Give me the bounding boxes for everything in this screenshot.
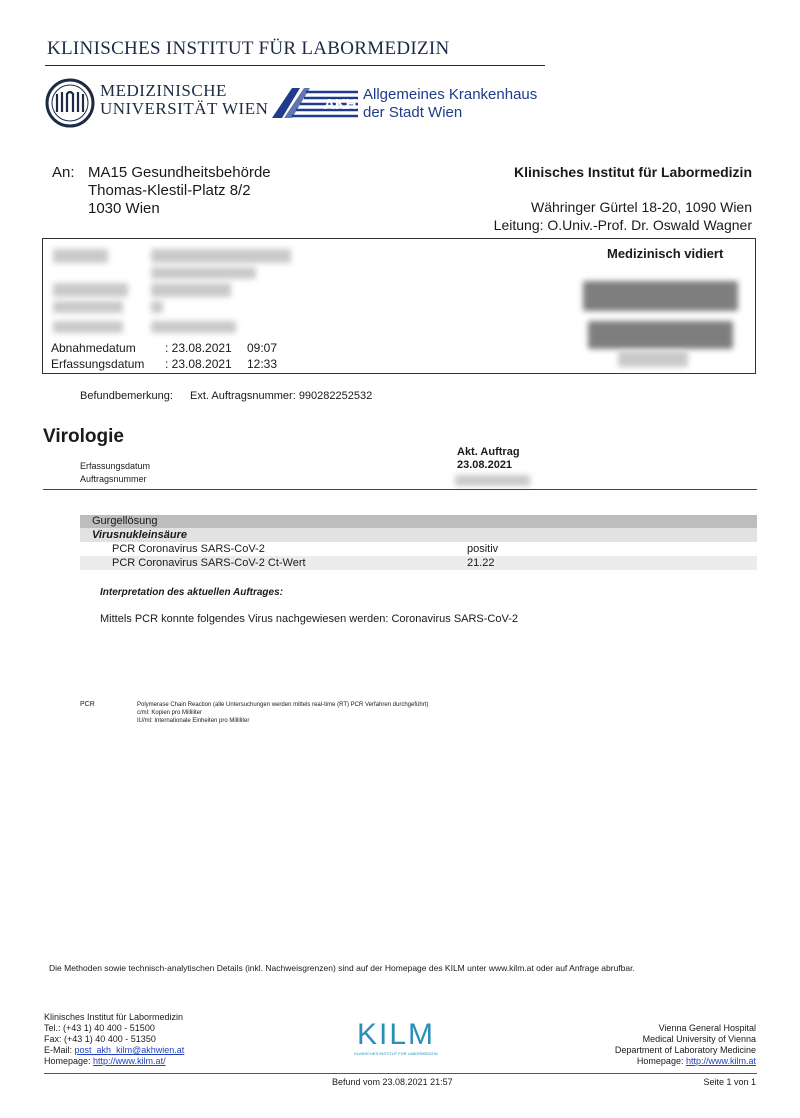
test-name: PCR Coronavirus SARS-CoV-2 Ct-Wert xyxy=(112,557,306,569)
test-value: positiv xyxy=(467,543,499,555)
erfassung-time: 12:33 xyxy=(247,357,278,371)
footer-contact xyxy=(44,1012,184,1067)
institute-leitung: Leitung: O.Univ.-Prof. Dr. Oswald Wagner xyxy=(493,217,752,233)
redacted-stamp xyxy=(618,351,688,367)
table-row xyxy=(80,556,757,570)
footer-right-homepage-row xyxy=(615,1056,756,1067)
footer-right-line: Medical University of Vienna xyxy=(642,1034,756,1044)
kilm-wordmark: KILM xyxy=(356,1018,436,1051)
redacted-field xyxy=(151,301,163,313)
interpretation-text: Mittels PCR konnte folgendes Virus nachgewiesen werden: Coronavirus SARS-CoV-2 xyxy=(100,613,519,625)
recipient-line: MA15 Gesundheitsbehörde xyxy=(88,164,271,181)
footer-right-homepage-link[interactable]: http://www.kilm.at xyxy=(685,1056,756,1066)
footer-right-homepage-label: Homepage: xyxy=(636,1056,684,1066)
akh-line2: der Stadt Wien xyxy=(363,104,463,121)
footer-homepage-label: Homepage: xyxy=(44,1056,91,1066)
redacted-field xyxy=(53,321,123,333)
footnote-line: c/ml: Kopien pro Milliliter xyxy=(137,710,203,716)
recipient-address xyxy=(88,164,271,218)
redacted-field xyxy=(151,283,231,297)
redacted-field xyxy=(151,321,236,333)
abnahme-time: 09:07 xyxy=(247,341,278,355)
befund-value: Ext. Auftragsnummer: 990282252532 xyxy=(190,390,373,402)
category-label: Virusnukleinsäure xyxy=(92,529,187,541)
akh-wordmark xyxy=(363,86,537,122)
meduni-line2: UNIVERSITÄT WIEN xyxy=(100,99,269,118)
footer-institute-name: Klinisches Institut für Labormedizin xyxy=(44,1012,184,1022)
recipient-line: 1030 Wien xyxy=(88,200,160,217)
akh-logo-letters: AKH xyxy=(324,96,357,113)
auftragsnummer-label: Auftragsnummer xyxy=(80,474,147,484)
footer-email-link[interactable]: post_akh_kilm@akhwien.at xyxy=(74,1045,185,1055)
redacted-stamp xyxy=(588,321,733,349)
redacted-field xyxy=(151,267,256,279)
akt-auftrag-header xyxy=(457,446,520,472)
test-name: PCR Coronavirus SARS-CoV-2 xyxy=(112,543,265,555)
erfassung-date: : 23.08.2021 xyxy=(165,357,232,371)
sample-label: Gurgellösung xyxy=(92,515,158,527)
footer-hospital xyxy=(615,1023,756,1067)
title-divider xyxy=(45,65,545,66)
institute-street: Währinger Gürtel 18-20, 1090 Wien xyxy=(531,199,752,215)
section-title-virologie: Virologie xyxy=(43,426,124,447)
akh-logo xyxy=(270,86,360,120)
abnahme-label: Abnahmedatum xyxy=(51,341,136,355)
meduni-wordmark xyxy=(100,82,268,118)
abnahme-date: : 23.08.2021 xyxy=(165,341,232,355)
recipient-label: An: xyxy=(52,164,75,181)
akt-auftrag-date: 23.08.2021 xyxy=(457,459,513,471)
akh-line1: Allgemeines Krankenhaus xyxy=(363,86,538,103)
method-note: Die Methoden sowie technisch-analytischen Details (inkl. Nachweisgrenzen) sind auf der Homepage des KILM unter www.kilm.at oder auf Anfrage abrufbar. xyxy=(49,963,635,973)
akt-auftrag-label: Akt. Auftrag xyxy=(457,446,520,458)
footer-tel: Tel.: (+43 1) 40 400 - 51500 xyxy=(44,1023,155,1033)
footer-divider xyxy=(44,1073,757,1074)
table-row xyxy=(80,542,757,556)
footer-homepage-row xyxy=(44,1056,184,1067)
footer-email-row xyxy=(44,1045,184,1056)
sample-row xyxy=(80,515,757,528)
page-number: Seite 1 von 1 xyxy=(703,1077,756,1087)
footer-right-line: Vienna General Hospital xyxy=(658,1023,756,1033)
footnote-line: Polymerase Chain Reaction (alle Untersuchungen werden mittels real-time (RT) PCR Verfahren durchgeführt) xyxy=(137,702,429,708)
redacted-field xyxy=(53,283,128,297)
meduni-seal-logo xyxy=(45,78,95,128)
kilm-logo xyxy=(340,1020,452,1056)
category-row xyxy=(80,528,757,542)
footnote-abbr: PCR xyxy=(80,701,95,708)
footer-fax: Fax: (+43 1) 40 400 - 51350 xyxy=(44,1034,156,1044)
footer-homepage-link[interactable]: http://www.kilm.at/ xyxy=(93,1056,166,1066)
report-timestamp: Befund vom 23.08.2021 21:57 xyxy=(332,1077,453,1087)
redacted-field xyxy=(53,249,108,263)
redacted-stamp xyxy=(583,281,738,311)
footer-right-line: Department of Laboratory Medicine xyxy=(614,1045,756,1055)
redacted-order-number xyxy=(455,475,530,486)
footnote-line: IU/ml: Internationale Einheiten pro Milliliter xyxy=(137,718,250,724)
redacted-field xyxy=(53,301,123,313)
erfassung-label: Erfassungsdatum xyxy=(51,357,145,371)
redacted-field xyxy=(151,249,291,263)
befund-label: Befundbemerkung: xyxy=(80,390,173,402)
footer-email-label: E-Mail: xyxy=(44,1045,73,1055)
kilm-subtitle: KLINISCHES INSTITUT FÜR LABORMEDIZIN xyxy=(354,1051,438,1056)
befund-remark xyxy=(80,390,373,402)
interpretation-label: Interpretation des aktuellen Auftrages: xyxy=(100,587,283,598)
page-title: KLINISCHES INSTITUT FÜR LABORMEDIZIN xyxy=(47,38,450,59)
recipient-line: Thomas-Klestil-Platz 8/2 xyxy=(88,182,251,199)
institute-name: Klinisches Institut für Labormedizin xyxy=(513,164,752,180)
vidiert-stamp-label: Medizinisch vidiert xyxy=(607,246,724,261)
meduni-line1: MEDIZINISCHE xyxy=(100,81,227,100)
test-value: 21.22 xyxy=(467,557,495,569)
section-divider xyxy=(43,489,757,490)
footnote-definitions xyxy=(137,701,428,725)
erfassungsdatum-label: Erfassungsdatum xyxy=(80,461,151,471)
institute-address xyxy=(494,198,752,234)
